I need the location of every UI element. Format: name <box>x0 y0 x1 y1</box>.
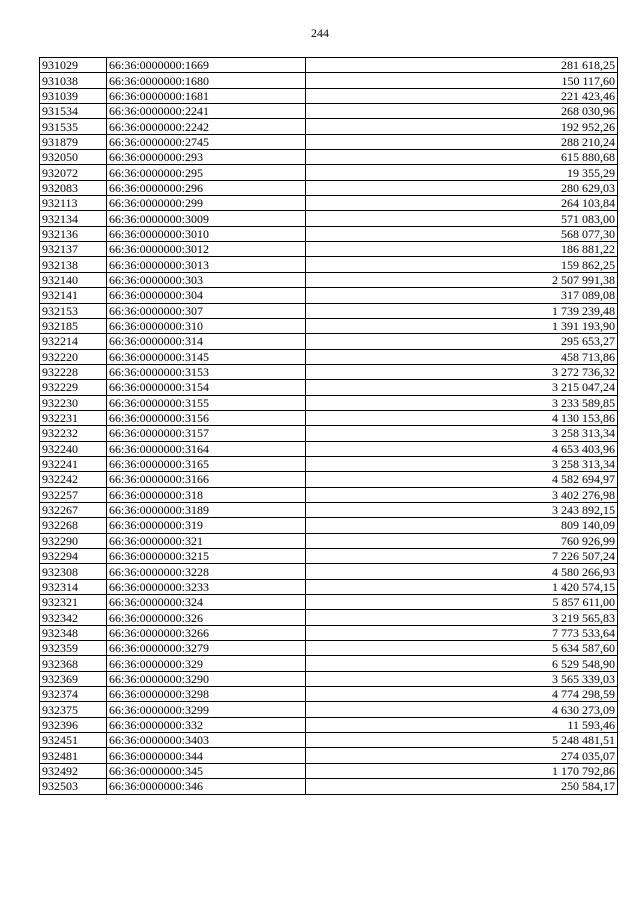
cadastral-number-cell: 66:36:0000000:3215 <box>107 549 306 564</box>
records-table <box>39 57 618 795</box>
table-row <box>40 456 618 471</box>
record-id-cell: 932228 <box>40 364 107 379</box>
value-cell: 295 653,27 <box>306 334 618 349</box>
table-row <box>40 257 618 272</box>
cadastral-number-cell: 66:36:0000000:3228 <box>107 564 306 579</box>
record-id-cell: 931038 <box>40 73 107 88</box>
cadastral-number-cell: 66:36:0000000:3012 <box>107 242 306 257</box>
value-cell: 7 226 507,24 <box>306 549 618 564</box>
record-id-cell: 932137 <box>40 242 107 257</box>
table-row <box>40 533 618 548</box>
cadastral-number-cell: 66:36:0000000:2242 <box>107 119 306 134</box>
cadastral-number-cell: 66:36:0000000:3010 <box>107 226 306 241</box>
record-id-cell: 932374 <box>40 687 107 702</box>
cadastral-number-cell: 66:36:0000000:3403 <box>107 733 306 748</box>
records-table-body <box>40 58 618 795</box>
record-id-cell: 932342 <box>40 610 107 625</box>
table-row <box>40 441 618 456</box>
table-row <box>40 180 618 195</box>
cadastral-number-cell: 66:36:0000000:3164 <box>107 441 306 456</box>
value-cell: 3 565 339,03 <box>306 671 618 686</box>
table-row <box>40 318 618 333</box>
cadastral-number-cell: 66:36:0000000:314 <box>107 334 306 349</box>
cadastral-number-cell: 66:36:0000000:332 <box>107 717 306 732</box>
value-cell: 4 774 298,59 <box>306 687 618 702</box>
cadastral-number-cell: 66:36:0000000:329 <box>107 656 306 671</box>
cadastral-number-cell: 66:36:0000000:1669 <box>107 58 306 73</box>
cadastral-number-cell: 66:36:0000000:321 <box>107 533 306 548</box>
value-cell: 571 083,00 <box>306 211 618 226</box>
record-id-cell: 932492 <box>40 763 107 778</box>
table-row <box>40 88 618 103</box>
table-row <box>40 364 618 379</box>
cadastral-number-cell: 66:36:0000000:3153 <box>107 364 306 379</box>
value-cell: 264 103,84 <box>306 196 618 211</box>
record-id-cell: 932083 <box>40 180 107 195</box>
cadastral-number-cell: 66:36:0000000:3290 <box>107 671 306 686</box>
record-id-cell: 932214 <box>40 334 107 349</box>
value-cell: 11 593,46 <box>306 717 618 732</box>
cadastral-number-cell: 66:36:0000000:303 <box>107 272 306 287</box>
table-row <box>40 518 618 533</box>
record-id-cell: 932314 <box>40 579 107 594</box>
value-cell: 3 258 313,34 <box>306 456 618 471</box>
cadastral-number-cell: 66:36:0000000:3233 <box>107 579 306 594</box>
record-id-cell: 931029 <box>40 58 107 73</box>
table-row <box>40 656 618 671</box>
table-row <box>40 687 618 702</box>
value-cell: 568 077,30 <box>306 226 618 241</box>
value-cell: 186 881,22 <box>306 242 618 257</box>
cadastral-number-cell: 66:36:0000000:3266 <box>107 625 306 640</box>
record-id-cell: 932369 <box>40 671 107 686</box>
table-row <box>40 702 618 717</box>
cadastral-number-cell: 66:36:0000000:299 <box>107 196 306 211</box>
value-cell: 3 258 313,34 <box>306 426 618 441</box>
cadastral-number-cell: 66:36:0000000:3279 <box>107 641 306 656</box>
value-cell: 458 713,86 <box>306 349 618 364</box>
cadastral-number-cell: 66:36:0000000:3165 <box>107 456 306 471</box>
value-cell: 809 140,09 <box>306 518 618 533</box>
record-id-cell: 932136 <box>40 226 107 241</box>
record-id-cell: 932368 <box>40 656 107 671</box>
value-cell: 3 272 736,32 <box>306 364 618 379</box>
cadastral-number-cell: 66:36:0000000:295 <box>107 165 306 180</box>
cadastral-number-cell: 66:36:0000000:326 <box>107 610 306 625</box>
table-row <box>40 226 618 241</box>
value-cell: 288 210,24 <box>306 134 618 149</box>
value-cell: 280 629,03 <box>306 180 618 195</box>
value-cell: 3 402 276,98 <box>306 487 618 502</box>
record-id-cell: 932242 <box>40 472 107 487</box>
record-id-cell: 932220 <box>40 349 107 364</box>
record-id-cell: 932241 <box>40 456 107 471</box>
table-row <box>40 104 618 119</box>
value-cell: 5 634 587,60 <box>306 641 618 656</box>
cadastral-number-cell: 66:36:0000000:3009 <box>107 211 306 226</box>
cadastral-number-cell: 66:36:0000000:1681 <box>107 88 306 103</box>
value-cell: 192 952,26 <box>306 119 618 134</box>
record-id-cell: 932140 <box>40 272 107 287</box>
table-row <box>40 334 618 349</box>
table-row <box>40 595 618 610</box>
record-id-cell: 932185 <box>40 318 107 333</box>
cadastral-number-cell: 66:36:0000000:319 <box>107 518 306 533</box>
value-cell: 5 857 611,00 <box>306 595 618 610</box>
record-id-cell: 932503 <box>40 779 107 794</box>
value-cell: 150 117,60 <box>306 73 618 88</box>
table-row <box>40 748 618 763</box>
cadastral-number-cell: 66:36:0000000:296 <box>107 180 306 195</box>
value-cell: 4 653 403,96 <box>306 441 618 456</box>
record-id-cell: 932348 <box>40 625 107 640</box>
cadastral-number-cell: 66:36:0000000:3156 <box>107 410 306 425</box>
cadastral-number-cell: 66:36:0000000:3298 <box>107 687 306 702</box>
record-id-cell: 932134 <box>40 211 107 226</box>
table-row <box>40 349 618 364</box>
cadastral-number-cell: 66:36:0000000:3299 <box>107 702 306 717</box>
record-id-cell: 932050 <box>40 150 107 165</box>
table-row <box>40 579 618 594</box>
cadastral-number-cell: 66:36:0000000:3189 <box>107 502 306 517</box>
value-cell: 3 233 589,85 <box>306 395 618 410</box>
table-row <box>40 671 618 686</box>
table-row <box>40 410 618 425</box>
record-id-cell: 932257 <box>40 487 107 502</box>
record-id-cell: 932268 <box>40 518 107 533</box>
table-row <box>40 303 618 318</box>
record-id-cell: 932141 <box>40 288 107 303</box>
cadastral-number-cell: 66:36:0000000:3154 <box>107 380 306 395</box>
table-row <box>40 288 618 303</box>
value-cell: 5 248 481,51 <box>306 733 618 748</box>
cadastral-number-cell: 66:36:0000000:1680 <box>107 73 306 88</box>
table-row <box>40 58 618 73</box>
page-number: 244 <box>311 26 329 40</box>
cadastral-number-cell: 66:36:0000000:3013 <box>107 257 306 272</box>
record-id-cell: 932138 <box>40 257 107 272</box>
record-id-cell: 932230 <box>40 395 107 410</box>
value-cell: 1 420 574,15 <box>306 579 618 594</box>
cadastral-number-cell: 66:36:0000000:344 <box>107 748 306 763</box>
table-row <box>40 564 618 579</box>
table-row <box>40 472 618 487</box>
table-row <box>40 73 618 88</box>
table-row <box>40 641 618 656</box>
table-row <box>40 763 618 778</box>
table-row <box>40 610 618 625</box>
cadastral-number-cell: 66:36:0000000:2241 <box>107 104 306 119</box>
record-id-cell: 932229 <box>40 380 107 395</box>
value-cell: 1 170 792,86 <box>306 763 618 778</box>
value-cell: 317 089,08 <box>306 288 618 303</box>
record-id-cell: 932321 <box>40 595 107 610</box>
record-id-cell: 932396 <box>40 717 107 732</box>
cadastral-number-cell: 66:36:0000000:3166 <box>107 472 306 487</box>
table-row <box>40 150 618 165</box>
table-row <box>40 779 618 794</box>
value-cell: 250 584,17 <box>306 779 618 794</box>
value-cell: 221 423,46 <box>306 88 618 103</box>
table-row <box>40 549 618 564</box>
cadastral-number-cell: 66:36:0000000:3157 <box>107 426 306 441</box>
record-id-cell: 932267 <box>40 502 107 517</box>
cadastral-number-cell: 66:36:0000000:310 <box>107 318 306 333</box>
table-row <box>40 242 618 257</box>
record-id-cell: 932072 <box>40 165 107 180</box>
table-row <box>40 272 618 287</box>
value-cell: 19 355,29 <box>306 165 618 180</box>
record-id-cell: 932359 <box>40 641 107 656</box>
table-row <box>40 134 618 149</box>
value-cell: 3 243 892,15 <box>306 502 618 517</box>
value-cell: 274 035,07 <box>306 748 618 763</box>
record-id-cell: 932375 <box>40 702 107 717</box>
table-row <box>40 487 618 502</box>
value-cell: 615 880,68 <box>306 150 618 165</box>
table-row <box>40 196 618 211</box>
table-row <box>40 165 618 180</box>
value-cell: 760 926,99 <box>306 533 618 548</box>
table-row <box>40 502 618 517</box>
value-cell: 1 739 239,48 <box>306 303 618 318</box>
record-id-cell: 932231 <box>40 410 107 425</box>
value-cell: 4 630 273,09 <box>306 702 618 717</box>
value-cell: 4 582 694,97 <box>306 472 618 487</box>
cadastral-number-cell: 66:36:0000000:3155 <box>107 395 306 410</box>
value-cell: 4 130 153,86 <box>306 410 618 425</box>
record-id-cell: 932113 <box>40 196 107 211</box>
record-id-cell: 931535 <box>40 119 107 134</box>
value-cell: 6 529 548,90 <box>306 656 618 671</box>
record-id-cell: 932294 <box>40 549 107 564</box>
record-id-cell: 932451 <box>40 733 107 748</box>
table-row <box>40 119 618 134</box>
record-id-cell: 932290 <box>40 533 107 548</box>
cadastral-number-cell: 66:36:0000000:345 <box>107 763 306 778</box>
table-row <box>40 380 618 395</box>
value-cell: 3 215 047,24 <box>306 380 618 395</box>
value-cell: 3 219 565,83 <box>306 610 618 625</box>
cadastral-number-cell: 66:36:0000000:293 <box>107 150 306 165</box>
cadastral-number-cell: 66:36:0000000:346 <box>107 779 306 794</box>
table-row <box>40 733 618 748</box>
record-id-cell: 931534 <box>40 104 107 119</box>
table-row <box>40 211 618 226</box>
record-id-cell: 931039 <box>40 88 107 103</box>
cadastral-number-cell: 66:36:0000000:3145 <box>107 349 306 364</box>
record-id-cell: 932232 <box>40 426 107 441</box>
cadastral-number-cell: 66:36:0000000:307 <box>107 303 306 318</box>
value-cell: 268 030,96 <box>306 104 618 119</box>
cadastral-number-cell: 66:36:0000000:304 <box>107 288 306 303</box>
table-row <box>40 395 618 410</box>
value-cell: 281 618,25 <box>306 58 618 73</box>
value-cell: 2 507 991,38 <box>306 272 618 287</box>
record-id-cell: 932153 <box>40 303 107 318</box>
cadastral-number-cell: 66:36:0000000:2745 <box>107 134 306 149</box>
record-id-cell: 932481 <box>40 748 107 763</box>
value-cell: 159 862,25 <box>306 257 618 272</box>
table-row <box>40 625 618 640</box>
record-id-cell: 931879 <box>40 134 107 149</box>
value-cell: 7 773 533,64 <box>306 625 618 640</box>
record-id-cell: 932308 <box>40 564 107 579</box>
value-cell: 4 580 266,93 <box>306 564 618 579</box>
value-cell: 1 391 193,90 <box>306 318 618 333</box>
table-row <box>40 426 618 441</box>
record-id-cell: 932240 <box>40 441 107 456</box>
cadastral-number-cell: 66:36:0000000:324 <box>107 595 306 610</box>
cadastral-number-cell: 66:36:0000000:318 <box>107 487 306 502</box>
table-row <box>40 717 618 732</box>
